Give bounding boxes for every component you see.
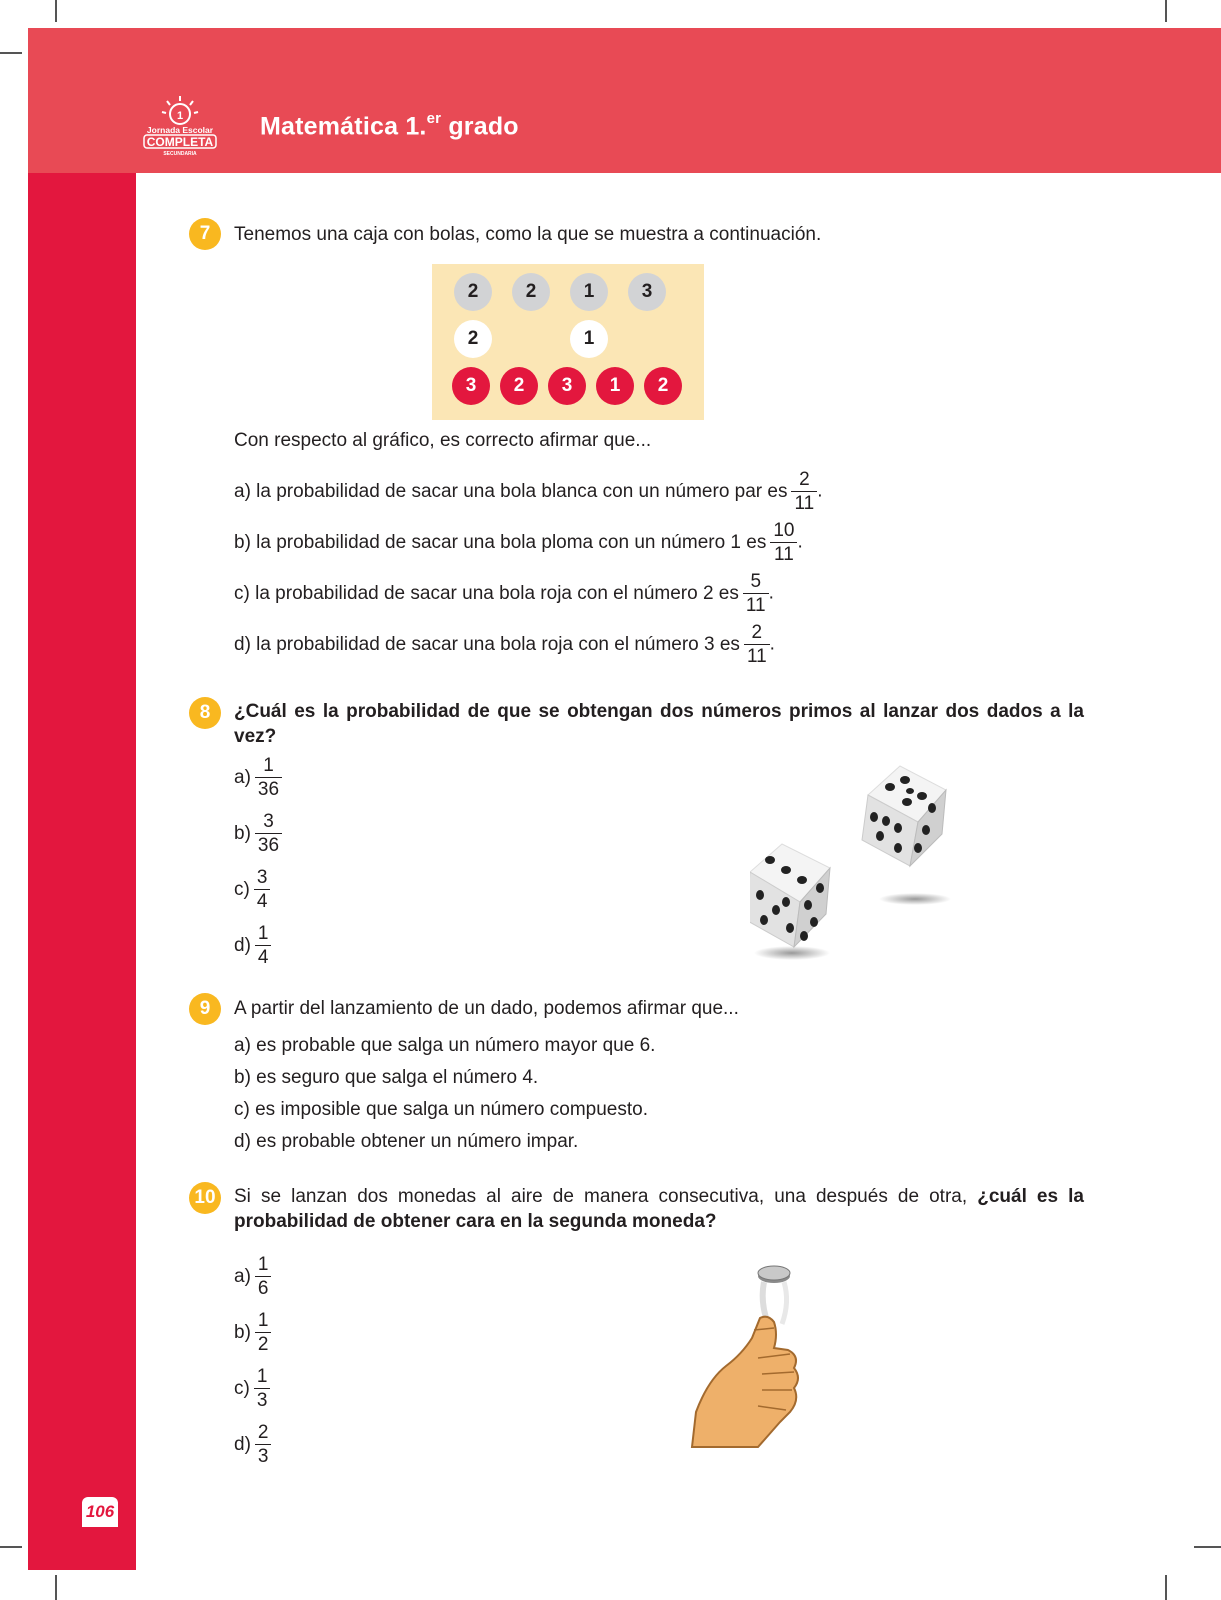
question-number-9: 9	[189, 993, 221, 1025]
q9-option-d[interactable]: d) es probable obtener un número impar.	[234, 1131, 579, 1152]
q8-option-c[interactable]: c) $\frac{3}{4}$	[234, 866, 270, 913]
jornada-escolar-logo	[140, 92, 220, 158]
crop-mark	[1165, 1575, 1167, 1600]
q10-option-d[interactable]: d) $\frac{2}{3}$	[234, 1421, 271, 1468]
ball-gray: 3	[628, 273, 666, 311]
question-number-10: 10	[189, 1182, 221, 1214]
q10-option-b[interactable]: b) $\frac{1}{2}$	[234, 1309, 271, 1356]
ball-red: 1	[596, 367, 634, 405]
question-number-8: 8	[189, 697, 221, 729]
crop-mark	[0, 52, 22, 54]
logo-badge: 1	[176, 110, 184, 122]
q10-option-a[interactable]: a) $\frac{1}{6}$	[234, 1253, 271, 1300]
q9-option-b[interactable]: b) es seguro que salga el número 4.	[234, 1067, 539, 1088]
page-number: 106	[85, 1502, 115, 1521]
ball-gray: 1	[570, 273, 608, 311]
coin-flip-hand-illustration	[688, 1262, 828, 1452]
page-title: Matemática 1.$^{er}$ grado	[260, 110, 519, 141]
ball-gray: 2	[512, 273, 550, 311]
q9-option-c[interactable]: c) es imposible que salga un número compuesto.	[234, 1099, 649, 1120]
q7-intro: Tenemos una caja con bolas, como la que se muestra a continuación.	[234, 224, 822, 245]
q10-option-c[interactable]: c) $\frac{1}{3}$	[234, 1365, 270, 1412]
q7-prompt: Con respecto al gráfico, es correcto afirmar que...	[234, 430, 652, 451]
ball-red: 2	[644, 367, 682, 405]
ball-gray: 2	[454, 273, 492, 311]
two-dice-illustration	[750, 760, 970, 985]
q9-intro: A partir del lanzamiento de un dado, podemos afirmar que...	[234, 998, 739, 1019]
q7-option-b[interactable]: b) la probabilidad de sacar una bola ploma con un número 1 es $\frac{10}{11}$ .	[234, 520, 803, 565]
ball-red: 2	[500, 367, 538, 405]
ball-red: 3	[548, 367, 586, 405]
q8-option-a[interactable]: a) $\frac{1}{36}$	[234, 754, 282, 801]
logo-line1: Jornada Escolar	[146, 125, 214, 135]
crop-mark	[1165, 0, 1167, 22]
ball-red: 3	[452, 367, 490, 405]
q9-option-a[interactable]: a) es probable que salga un número mayor que 6.	[234, 1035, 656, 1056]
sidebar-band	[28, 173, 136, 1570]
crop-mark	[1194, 1546, 1221, 1548]
q7-option-c[interactable]: c) la probabilidad de sacar una bola roja con el número 2 es $\frac{5}{11}$ .	[234, 571, 774, 616]
crop-mark	[55, 1575, 57, 1600]
q8-option-b[interactable]: b) $\frac{3}{36}$	[234, 810, 282, 857]
ball-white: 2	[454, 320, 492, 358]
logo-line3: SECUNDARIA	[163, 151, 197, 157]
question-number-7: 7	[189, 218, 221, 250]
q8-option-d[interactable]: d) $\frac{1}{4}$	[234, 922, 271, 969]
q7-option-d[interactable]: d) la probabilidad de sacar una bola roja con el número 3 es $\frac{2}{11}$ .	[234, 622, 775, 667]
q7-option-a[interactable]: a) la probabilidad de sacar una bola blanca con un número par es $\frac{2}{11}$ .	[234, 469, 823, 514]
crop-mark	[55, 0, 57, 22]
logo-line2: COMPLETA	[146, 135, 214, 149]
q10-question: Si se lanzan dos monedas al aire de manera consecutiva, una después de otra, ¿cuál es la probabilidad de obtener cara en la segunda moneda?	[234, 1186, 1084, 1232]
ball-white: 1	[570, 320, 608, 358]
q8-question: ¿Cuál es la probabilidad de que se obtengan dos números primos al lanzar dos dados a la vez?	[234, 701, 1084, 747]
crop-mark	[0, 1546, 22, 1548]
